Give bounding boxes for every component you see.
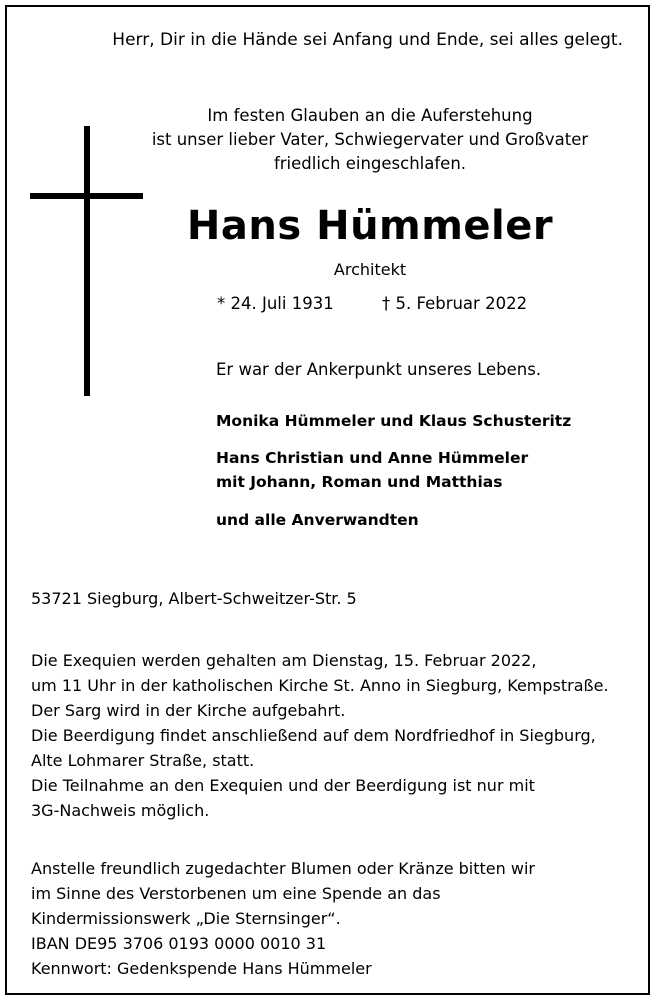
deceased-name: Hans Hümmeler xyxy=(186,203,554,249)
funeral-line: Der Sarg wird in der Kirche aufgebahrt. xyxy=(31,701,346,720)
cross-icon-horizontal xyxy=(30,193,143,199)
funeral-line: 3G-Nachweis möglich. xyxy=(31,801,210,820)
funeral-line: Die Teilnahme an den Exequien und der Beerdigung ist nur mit xyxy=(31,776,535,795)
quote: Er war der Ankerpunkt unseres Lebens. xyxy=(216,360,542,379)
family-line: mit Johann, Roman und Matthias xyxy=(216,473,503,491)
donation-line: IBAN DE95 3706 0193 0000 0010 31 xyxy=(31,934,327,953)
donation-line: im Sinne des Verstorbenen um eine Spende an das xyxy=(31,884,441,903)
family-line: Monika Hümmeler und Klaus Schusteritz xyxy=(216,412,572,430)
intro-text xyxy=(130,104,610,176)
death-date: † 5. Februar 2022 xyxy=(382,294,528,313)
cross-icon-vertical xyxy=(84,126,90,396)
intro-line: ist unser lieber Vater, Schwiegervater und Großvater xyxy=(151,130,589,149)
funeral-line: Alte Lohmarer Straße, statt. xyxy=(31,751,255,770)
funeral-line: Die Exequien werden gehalten am Dienstag, 15. Februar 2022, xyxy=(31,651,537,670)
family-line: Hans Christian und Anne Hümmeler xyxy=(216,449,529,467)
intro-line: Im festen Glauben an die Auferstehung xyxy=(207,106,533,125)
donation-line: Kindermissionswerk „Die Sternsinger“. xyxy=(31,909,341,928)
birth-date: * 24. Juli 1931 xyxy=(217,294,334,313)
donation-line: Anstelle freundlich zugedachter Blumen oder Kränze bitten wir xyxy=(31,859,535,878)
funeral-line: um 11 Uhr in der katholischen Kirche St. Anno in Siegburg, Kempstraße. xyxy=(31,676,609,695)
motto: Herr, Dir in die Hände sei Anfang und Ende, sei alles gelegt. xyxy=(112,30,623,50)
intro-line: friedlich eingeschlafen. xyxy=(273,154,467,173)
funeral-line: Die Beerdigung findet anschließend auf dem Nordfriedhof in Siegburg, xyxy=(31,726,596,745)
donation-info xyxy=(31,856,535,981)
address: 53721 Siegburg, Albert-Schweitzer-Str. 5 xyxy=(31,589,357,608)
family-block xyxy=(216,446,528,494)
donation-line: Kennwort: Gedenkspende Hans Hümmeler xyxy=(31,959,372,978)
funeral-info xyxy=(31,648,609,823)
family-line: und alle Anverwandten xyxy=(216,511,419,529)
deceased-profession: Architekt xyxy=(333,260,407,279)
